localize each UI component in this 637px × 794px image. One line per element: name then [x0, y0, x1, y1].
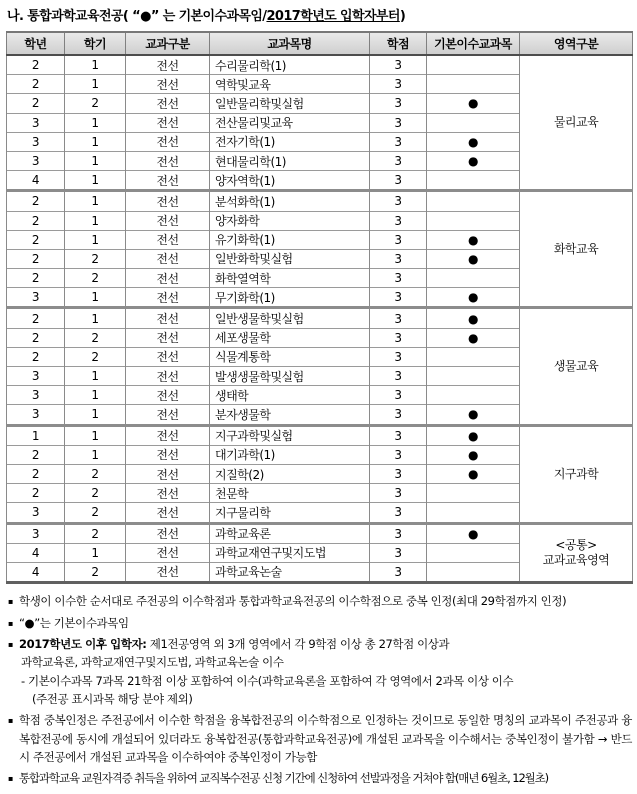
cell-course-name: 분석화학(1): [210, 191, 370, 211]
note-text-segment: 통합과학교육 교원자격증 취득을 위하여 교직복수전공 신청 기간에 신청하여 선발과정을 거쳐야 함(매년 6월초, 12월초): [19, 770, 549, 785]
cell-credits: 3: [370, 445, 427, 464]
cell-area-group: <공통> 교과교육영역: [520, 523, 633, 583]
cell-semester: 1: [65, 367, 126, 386]
col-header-year: 학년: [7, 32, 65, 55]
cell-credits: 3: [370, 249, 427, 268]
col-header-credits: 학점: [370, 32, 427, 55]
note-subline: - 기본이수과목 7과목 21학점 이상 포함하여 이수(과학교육론을 포함하여 각 영역에서 2과목 이상 이수: [21, 673, 514, 688]
square-bullet-icon: ▪: [8, 773, 14, 783]
cell-course-type: 전선: [126, 94, 210, 113]
cell-credits: 3: [370, 543, 427, 562]
cell-year: 4: [7, 171, 65, 191]
cell-year: 4: [7, 562, 65, 582]
cell-course-name: 지구과학및실험: [210, 425, 370, 445]
cell-course-name: 발생생물학및실험: [210, 367, 370, 386]
cell-course-type: 전선: [126, 367, 210, 386]
note-item: [8, 769, 632, 788]
cell-credits: 3: [370, 132, 427, 151]
cell-credits: 3: [370, 484, 427, 503]
table-row: [7, 191, 633, 211]
cell-course-name: 천문학: [210, 484, 370, 503]
square-bullet-icon: ▪: [8, 716, 14, 726]
cell-year: 2: [7, 211, 65, 230]
cell-course-name: 과학교육론: [210, 523, 370, 543]
cell-semester: 2: [65, 464, 126, 483]
cell-semester: 1: [65, 230, 126, 249]
cell-year: 2: [7, 55, 65, 75]
cell-credits: 3: [370, 288, 427, 308]
note-item: [8, 635, 632, 709]
cell-year: 3: [7, 386, 65, 405]
square-bullet-icon: ▪: [8, 618, 14, 628]
cell-credits: 3: [370, 171, 427, 191]
title-suffix: ): [399, 9, 406, 24]
cell-course-name: 무기화학(1): [210, 288, 370, 308]
cell-course-name: 일반생물학및실험: [210, 308, 370, 328]
cell-semester: 1: [65, 445, 126, 464]
note-item: [8, 592, 632, 611]
cell-semester: 2: [65, 249, 126, 268]
cell-basic-required-empty: [427, 113, 520, 132]
cell-course-type: 전선: [126, 386, 210, 405]
cell-course-type: 전선: [126, 484, 210, 503]
cell-credits: 3: [370, 308, 427, 328]
cell-course-type: 전선: [126, 543, 210, 562]
square-bullet-icon: ▪: [8, 640, 14, 650]
cell-credits: 3: [370, 328, 427, 347]
cell-course-name: 대기과학(1): [210, 445, 370, 464]
cell-course-type: 전선: [126, 249, 210, 268]
cell-year: 3: [7, 503, 65, 523]
cell-year: 2: [7, 445, 65, 464]
cell-course-name: 유기화학(1): [210, 230, 370, 249]
cell-basic-required-empty: [427, 75, 520, 94]
cell-year: 2: [7, 269, 65, 288]
cell-year: 3: [7, 367, 65, 386]
course-table: [6, 31, 633, 584]
note-text: [19, 635, 632, 709]
note-text-bold-segment: 2017학년도 이후 입학자:: [19, 637, 147, 652]
cell-credits: 3: [370, 230, 427, 249]
cell-course-name: 일반물리학및실험: [210, 94, 370, 113]
cell-basic-required-empty: [427, 211, 520, 230]
cell-basic-required-empty: [427, 562, 520, 582]
cell-credits: 3: [370, 425, 427, 445]
title-prefix: 나. 통합과학교육전공( “●” 는 기본이수과목임/: [7, 9, 267, 24]
note-text: [19, 614, 632, 633]
cell-course-name: 분자생물학: [210, 405, 370, 425]
cell-course-name: 생태학: [210, 386, 370, 405]
cell-year: 3: [7, 132, 65, 151]
cell-course-type: 전선: [126, 503, 210, 523]
col-header-semester: 학기: [65, 32, 126, 55]
cell-basic-required-marker: ●: [427, 151, 520, 170]
square-bullet-icon: ▪: [8, 597, 14, 607]
cell-course-name: 일반화학및실험: [210, 249, 370, 268]
cell-semester: 1: [65, 543, 126, 562]
cell-year: 2: [7, 347, 65, 366]
cell-basic-required-marker: ●: [427, 328, 520, 347]
cell-year: 2: [7, 75, 65, 94]
cell-year: 2: [7, 308, 65, 328]
cell-course-name: 과학교재연구및지도법: [210, 543, 370, 562]
cell-basic-required-marker: ●: [427, 445, 520, 464]
cell-area-group: 지구과학: [520, 425, 633, 523]
cell-semester: 2: [65, 94, 126, 113]
cell-course-type: 전선: [126, 269, 210, 288]
cell-year: 2: [7, 94, 65, 113]
cell-year: 2: [7, 484, 65, 503]
cell-course-name: 지질학(2): [210, 464, 370, 483]
cell-course-name: 과학교육논술: [210, 562, 370, 582]
cell-course-type: 전선: [126, 55, 210, 75]
cell-semester: 1: [65, 191, 126, 211]
cell-basic-required-marker: ●: [427, 132, 520, 151]
note-text-segment: 제1전공영역 외 3개 영역에서 각 9학점 이상 총 27학점 이상과: [146, 637, 450, 652]
cell-semester: 1: [65, 151, 126, 170]
cell-basic-required-marker: ●: [427, 230, 520, 249]
cell-course-name: 역학및교육: [210, 75, 370, 94]
cell-basic-required-empty: [427, 503, 520, 523]
cell-course-name: 지구물리학: [210, 503, 370, 523]
col-header-course-type: 교과구분: [126, 32, 210, 55]
table-row: [7, 523, 633, 543]
cell-semester: 1: [65, 386, 126, 405]
cell-basic-required-empty: [427, 347, 520, 366]
cell-course-type: 전선: [126, 132, 210, 151]
cell-course-name: 수리물리학(1): [210, 55, 370, 75]
cell-course-name: 화학열역학: [210, 269, 370, 288]
cell-credits: 3: [370, 191, 427, 211]
cell-course-type: 전선: [126, 211, 210, 230]
cell-course-name: 세포생물학: [210, 328, 370, 347]
cell-credits: 3: [370, 55, 427, 75]
cell-year: 2: [7, 328, 65, 347]
cell-credits: 3: [370, 347, 427, 366]
cell-semester: 1: [65, 211, 126, 230]
cell-course-name: 양자역학(1): [210, 171, 370, 191]
note-item: [8, 711, 632, 766]
cell-semester: 2: [65, 347, 126, 366]
cell-credits: 3: [370, 386, 427, 405]
cell-basic-required-empty: [427, 171, 520, 191]
cell-area-group: 물리교육: [520, 55, 633, 191]
cell-basic-required-empty: [427, 543, 520, 562]
cell-credits: 3: [370, 211, 427, 230]
cell-course-type: 전선: [126, 113, 210, 132]
cell-year: 2: [7, 249, 65, 268]
cell-credits: 3: [370, 464, 427, 483]
cell-year: 2: [7, 191, 65, 211]
note-subline: 과학교육론, 과학교재연구및지도법, 과학교육논술 이수: [21, 655, 284, 670]
cell-course-type: 전선: [126, 464, 210, 483]
cell-year: 3: [7, 151, 65, 170]
cell-basic-required-empty: [427, 367, 520, 386]
cell-credits: 3: [370, 113, 427, 132]
cell-course-type: 전선: [126, 75, 210, 94]
cell-course-name: 전산물리및교육: [210, 113, 370, 132]
cell-course-type: 전선: [126, 151, 210, 170]
cell-semester: 1: [65, 288, 126, 308]
cell-credits: 3: [370, 405, 427, 425]
cell-semester: 1: [65, 113, 126, 132]
cell-area-group: 화학교육: [520, 191, 633, 308]
cell-credits: 3: [370, 269, 427, 288]
cell-year: 4: [7, 543, 65, 562]
note-item: [8, 614, 632, 633]
cell-course-type: 전선: [126, 445, 210, 464]
cell-course-name: 식물계통학: [210, 347, 370, 366]
table-row: [7, 425, 633, 445]
col-header-basic-required: 기본이수교과목: [427, 32, 520, 55]
cell-basic-required-empty: [427, 269, 520, 288]
col-header-course-name: 교과목명: [210, 32, 370, 55]
cell-semester: 2: [65, 269, 126, 288]
cell-year: 1: [7, 425, 65, 445]
title-underlined-part: 2017학년도 입학자부터: [266, 9, 400, 24]
table-header-row: [7, 32, 633, 55]
cell-course-type: 전선: [126, 347, 210, 366]
cell-semester: 1: [65, 75, 126, 94]
cell-course-type: 전선: [126, 171, 210, 191]
cell-credits: 3: [370, 75, 427, 94]
cell-semester: 1: [65, 425, 126, 445]
table-row: [7, 55, 633, 75]
cell-year: 3: [7, 288, 65, 308]
cell-semester: 2: [65, 484, 126, 503]
cell-year: 2: [7, 464, 65, 483]
cell-course-type: 전선: [126, 405, 210, 425]
cell-basic-required-marker: ●: [427, 249, 520, 268]
cell-credits: 3: [370, 562, 427, 582]
cell-basic-required-marker: ●: [427, 308, 520, 328]
cell-area-group: 생물교육: [520, 308, 633, 425]
cell-basic-required-empty: [427, 386, 520, 405]
cell-course-type: 전선: [126, 425, 210, 445]
note-text: [19, 711, 632, 766]
note-text-segment: “●”는 기본이수과목임: [19, 615, 129, 630]
note-text: [19, 592, 632, 611]
cell-credits: 3: [370, 523, 427, 543]
cell-basic-required-marker: ●: [427, 523, 520, 543]
cell-course-type: 전선: [126, 288, 210, 308]
cell-basic-required-marker: ●: [427, 425, 520, 445]
cell-course-type: 전선: [126, 230, 210, 249]
cell-semester: 2: [65, 562, 126, 582]
cell-basic-required-empty: [427, 484, 520, 503]
cell-credits: 3: [370, 367, 427, 386]
cell-credits: 3: [370, 151, 427, 170]
cell-basic-required-marker: ●: [427, 464, 520, 483]
cell-semester: 1: [65, 171, 126, 191]
cell-credits: 3: [370, 94, 427, 113]
cell-semester: 2: [65, 503, 126, 523]
page-title: [6, 3, 632, 31]
cell-semester: 2: [65, 328, 126, 347]
cell-semester: 1: [65, 55, 126, 75]
cell-basic-required-marker: ●: [427, 94, 520, 113]
note-text-segment: 학생이 이수한 순서대로 주전공의 이수학점과 통합과학교육전공의 이수학점으로 중복 인정(최대 29학점까지 인정): [19, 594, 567, 609]
cell-year: 2: [7, 230, 65, 249]
table-row: [7, 308, 633, 328]
cell-credits: 3: [370, 503, 427, 523]
cell-course-name: 현대물리학(1): [210, 151, 370, 170]
cell-basic-required-empty: [427, 191, 520, 211]
note-text-segment: 학점 중복인정은 주전공에서 이수한 학점을 융복합전공의 이수학점으로 인정하는 것이므로 동일한 명칭의 교과목이 주전공과 융복합전공에 동시에 개설되어 있더라도 융복합전공(통합과학교육전공)에 개설된 교과목을 이수해서는 중복인정이 불가함 → 반드시 주전공에서 개설된 교과목을 이수하여야 중복인정이 가능함: [19, 713, 632, 764]
cell-year: 3: [7, 113, 65, 132]
cell-course-type: 전선: [126, 191, 210, 211]
cell-basic-required-marker: ●: [427, 288, 520, 308]
cell-course-name: 양자화학: [210, 211, 370, 230]
footnotes: [6, 584, 632, 788]
cell-year: 3: [7, 405, 65, 425]
cell-course-type: 전선: [126, 562, 210, 582]
cell-course-name: 전자기학(1): [210, 132, 370, 151]
cell-semester: 1: [65, 405, 126, 425]
cell-course-type: 전선: [126, 328, 210, 347]
cell-semester: 1: [65, 132, 126, 151]
col-header-area: 영역구분: [520, 32, 633, 55]
cell-semester: 2: [65, 523, 126, 543]
cell-course-type: 전선: [126, 523, 210, 543]
cell-course-type: 전선: [126, 308, 210, 328]
cell-basic-required-empty: [427, 55, 520, 75]
cell-year: 3: [7, 523, 65, 543]
note-text: [19, 769, 632, 788]
cell-basic-required-marker: ●: [427, 405, 520, 425]
note-subline: (주전공 표시과목 해당 분야 제외): [32, 692, 193, 707]
cell-semester: 1: [65, 308, 126, 328]
